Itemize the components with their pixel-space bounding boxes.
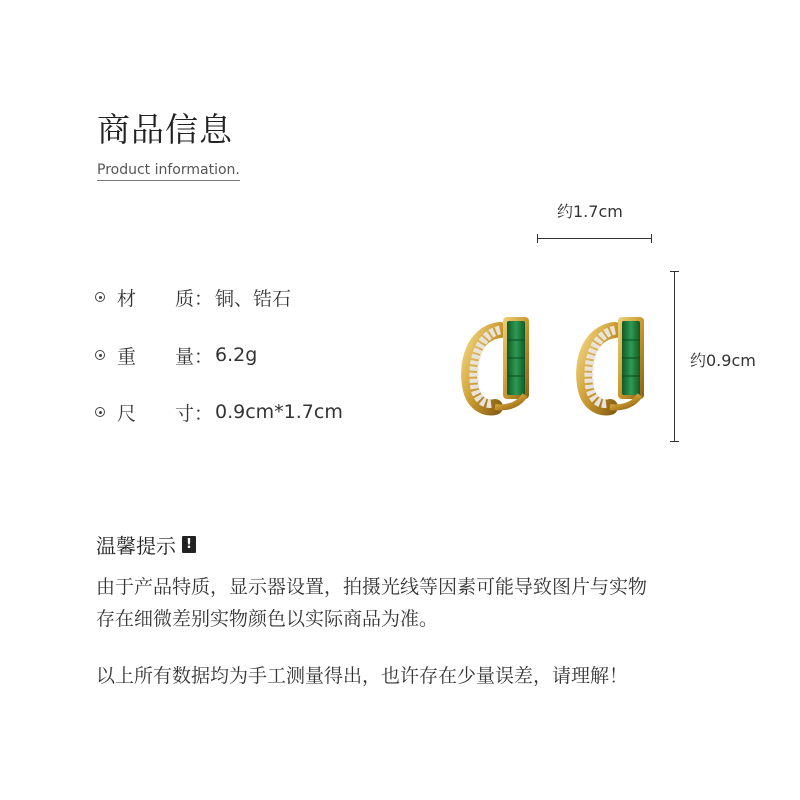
bullet-icon	[95, 407, 105, 417]
page-subtitle: Product information.	[97, 162, 240, 178]
notice-footer: 以上所有数据均为手工测量得出，也许存在少量误差，请理解！	[96, 665, 629, 687]
width-dimension-line	[537, 238, 652, 239]
bullet-icon	[95, 350, 105, 360]
spec-label-char: 量：	[174, 345, 213, 368]
bullet-icon	[95, 292, 105, 302]
height-dimension-tick	[670, 271, 679, 272]
spec-label	[117, 342, 213, 369]
earrings-product-image	[455, 295, 655, 420]
spec-label-char: 寸：	[174, 402, 213, 425]
subtitle-underline	[97, 180, 240, 181]
spec-row-material	[95, 282, 291, 312]
spec-value: 0.9cm*1.7cm	[215, 401, 343, 423]
spec-label-char: 尺	[117, 402, 137, 425]
spec-row-weight	[95, 340, 257, 370]
page-title: 商品信息	[97, 110, 233, 149]
spec-value: 铜、锆石	[215, 287, 292, 310]
width-dimension-tick	[651, 234, 652, 243]
spec-label	[117, 399, 213, 426]
height-dimension-tick	[670, 441, 679, 442]
left-earring	[469, 317, 529, 407]
height-dimension-line	[674, 271, 675, 442]
spec-label-char: 重	[117, 345, 137, 368]
width-dimension-label: 约1.7cm	[557, 202, 623, 221]
notice-title-text: 温馨提示	[96, 534, 176, 558]
notice-line: 存在细微差别实物颜色以实际商品为准。	[96, 608, 439, 630]
width-dimension-tick	[537, 234, 538, 243]
spec-label	[117, 284, 213, 311]
exclamation-icon: !	[182, 536, 196, 553]
spec-value: 6.2g	[215, 344, 258, 366]
right-earring	[584, 317, 644, 407]
notice-line: 由于产品特质，显示器设置，拍摄光线等因素可能导致图片与实物	[96, 576, 648, 598]
notice-title	[96, 530, 196, 559]
height-dimension-label: 约0.9cm	[690, 351, 756, 370]
spec-row-size	[95, 397, 343, 427]
spec-label-char: 材	[117, 287, 137, 310]
spec-label-char: 质：	[174, 287, 213, 310]
